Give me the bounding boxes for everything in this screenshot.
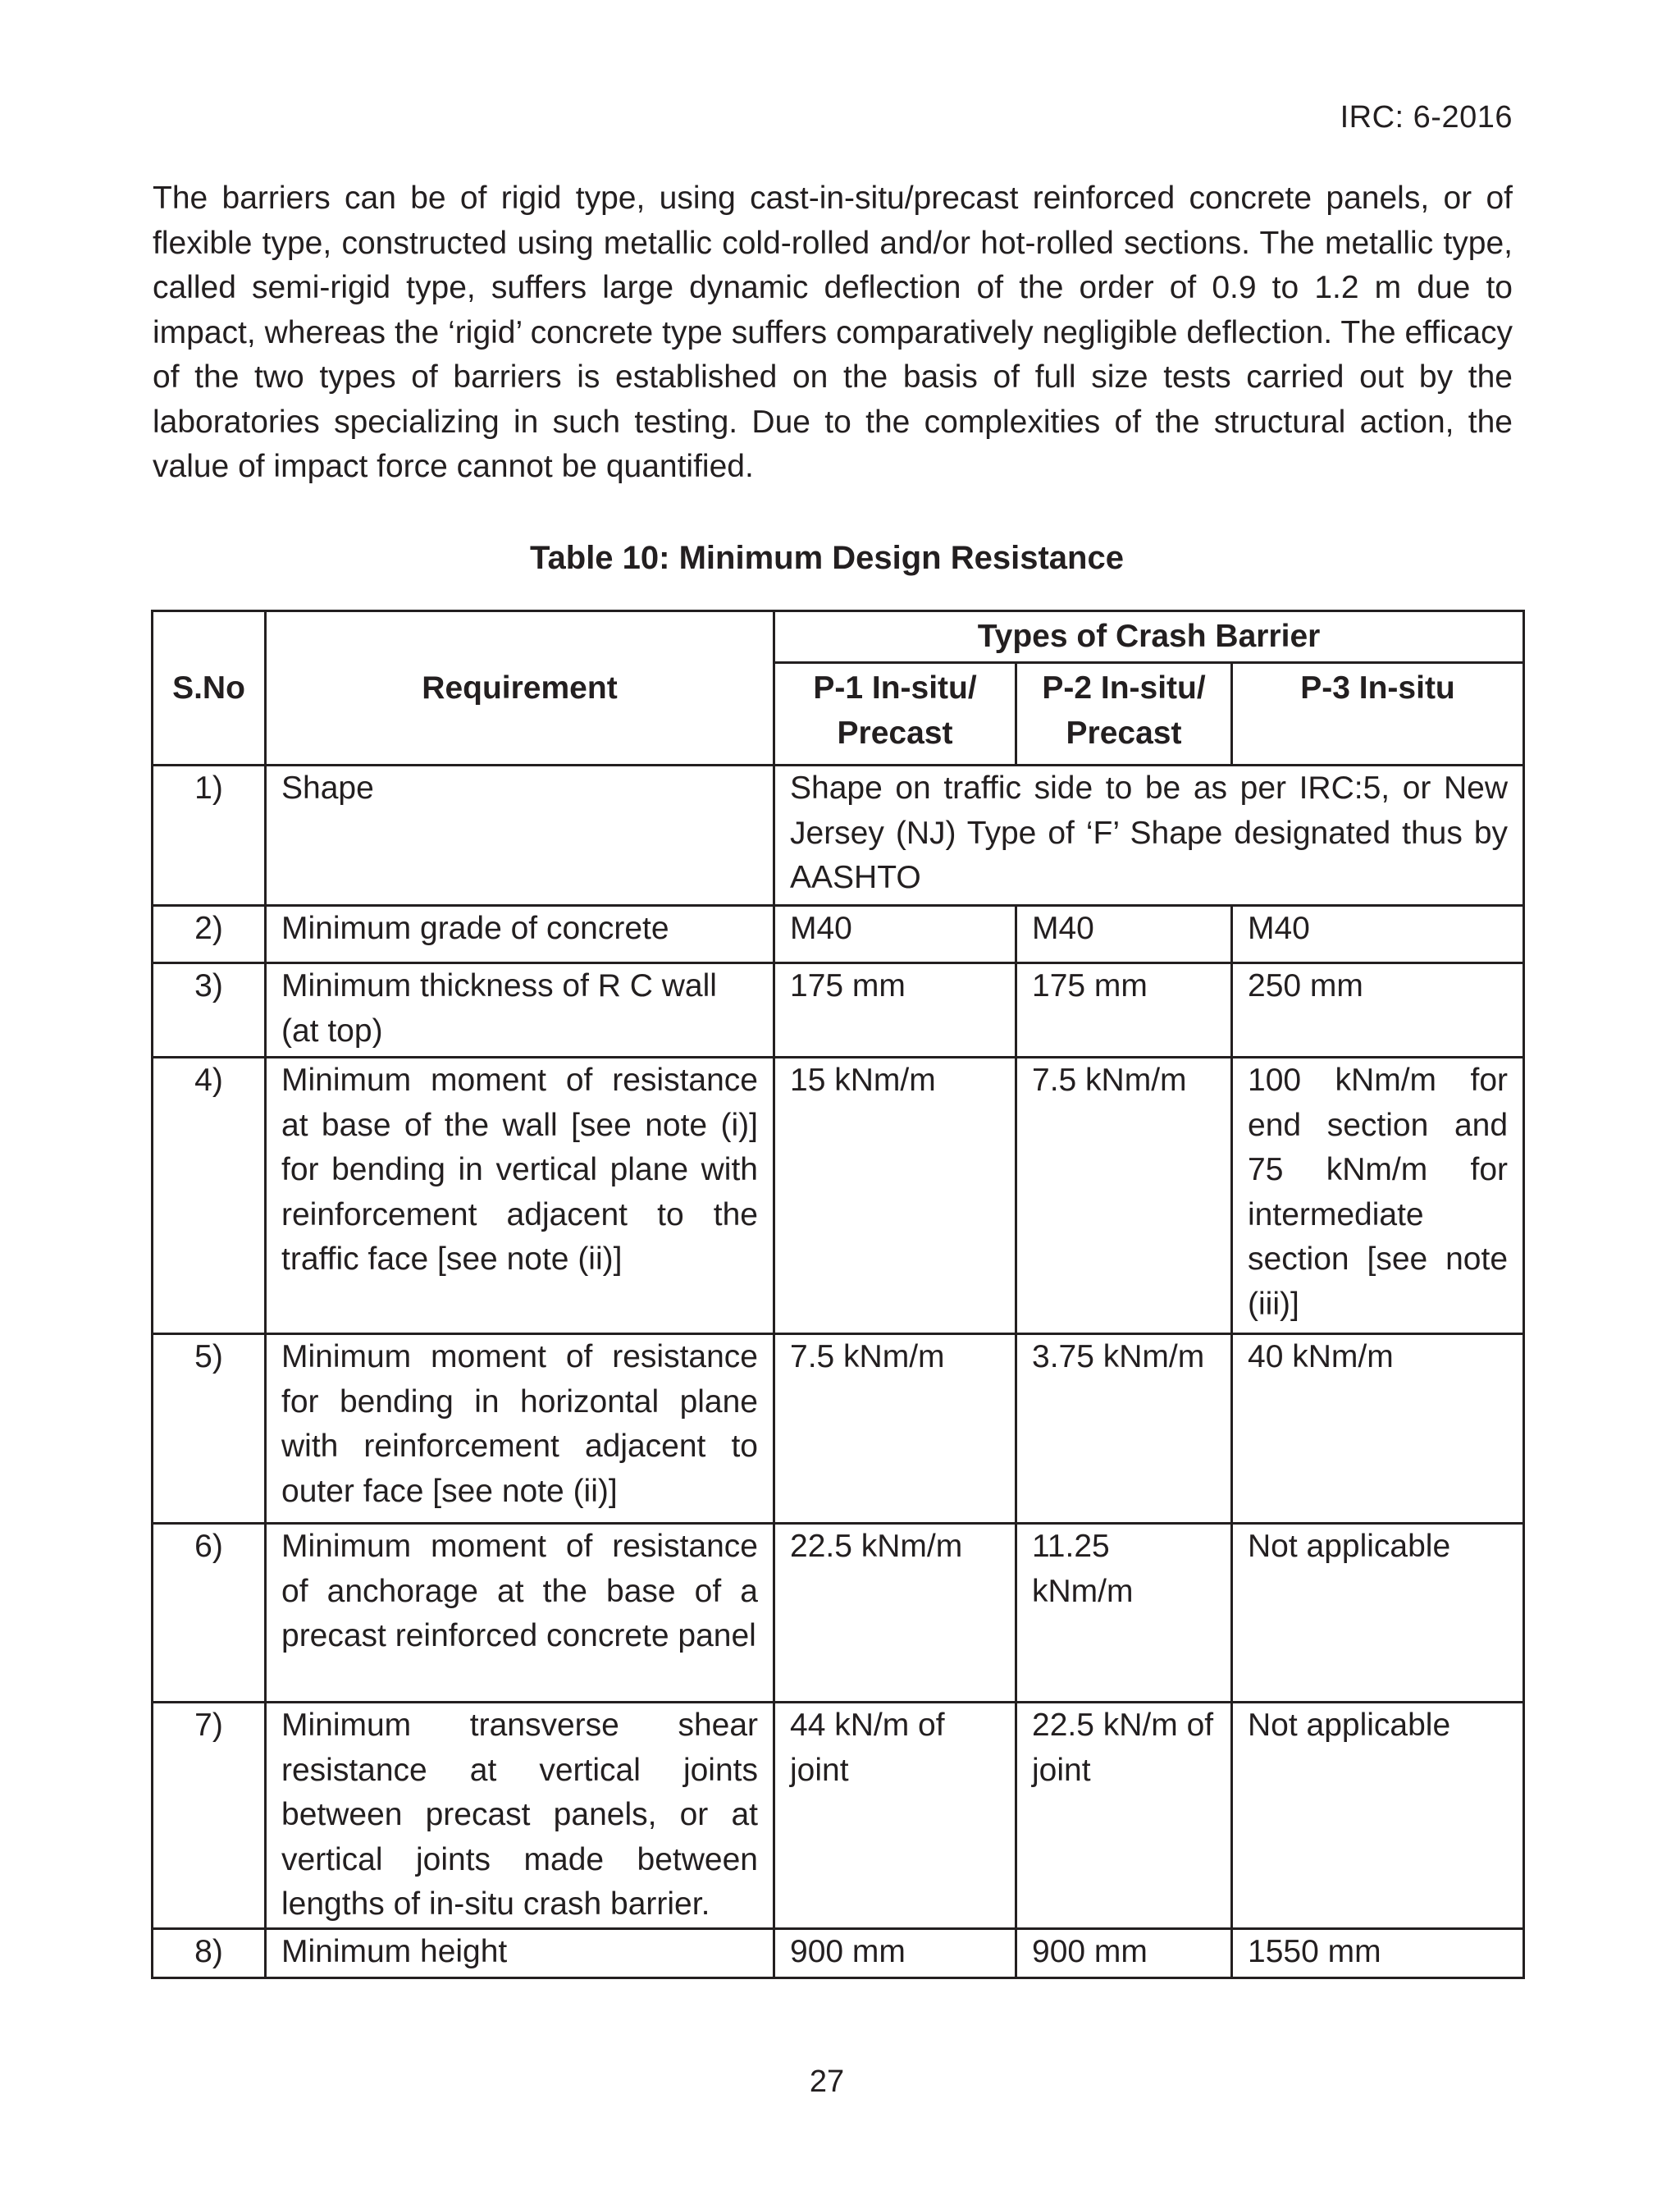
minimum-design-resistance-table <box>151 610 1525 1979</box>
table-row <box>153 1058 1524 1334</box>
row-sno: 7) <box>153 1703 266 1929</box>
row-sno: 8) <box>153 1928 266 1977</box>
row-requirement: Minimum grade of concrete <box>266 906 774 963</box>
row-p3: 1550 mm <box>1232 1928 1524 1977</box>
row-p2: 3.75 kNm/m <box>1016 1334 1232 1524</box>
row-p1: 7.5 kNm/m <box>774 1334 1016 1524</box>
table-row <box>153 963 1524 1058</box>
table-row <box>153 1334 1524 1524</box>
header-requirement: Requirement <box>266 611 774 766</box>
row-p1: 900 mm <box>774 1928 1016 1977</box>
row-sno: 2) <box>153 906 266 963</box>
table-header-row <box>153 611 1524 663</box>
table-row <box>153 906 1524 963</box>
table-row <box>153 1928 1524 1977</box>
row-sno: 3) <box>153 963 266 1058</box>
row-sno: 5) <box>153 1334 266 1524</box>
row-requirement: Minimum moment of resistance for bending in horizontal plane with reinforcement adjacent to outer face [see note (ii)] <box>266 1334 774 1524</box>
table-row <box>153 766 1524 906</box>
row-p2: 900 mm <box>1016 1928 1232 1977</box>
row-shape-merged: Shape on traffic side to be as per IRC:5, or New Jersey (NJ) Type of ‘F’ Shape designated thus by AASHTO <box>774 766 1524 906</box>
row-p2: 11.25 kNm/m <box>1016 1524 1232 1703</box>
table-row <box>153 1703 1524 1929</box>
row-p2: 22.5 kN/m of joint <box>1016 1703 1232 1929</box>
row-p1: 22.5 kNm/m <box>774 1524 1016 1703</box>
row-requirement: Minimum transverse shear resistance at vertical joints between precast panels, or at vertical joints made between lengths of in-situ crash barrier. <box>266 1703 774 1929</box>
row-p3: 40 kNm/m <box>1232 1334 1524 1524</box>
header-types-of-crash-barrier: Types of Crash Barrier <box>774 611 1524 663</box>
row-p2: M40 <box>1016 906 1232 963</box>
row-requirement: Minimum thickness of R C wall (at top) <box>266 963 774 1058</box>
row-sno: 4) <box>153 1058 266 1334</box>
row-p1: 15 kNm/m <box>774 1058 1016 1334</box>
intro-paragraph: The barriers can be of rigid type, using cast-in-situ/precast reinforced concrete panels, or of flexible type, constructed using metallic cold-rolled and/or hot-rolled sections. The metallic type, called semi-rigid type, suffers large dynamic deflection of the order of 0.9 to 1.2 m due to impact, whereas the ‘rigid’ concrete type suffers comparatively negligible deflection. The efficacy of the two types of barriers is established on the basis of full size tests carried out by the laboratories specializing in such testing. Due to the complexities of the structural action, the value of impact force cannot be quantified. <box>153 181 1513 484</box>
row-p3: Not applicable <box>1232 1524 1524 1703</box>
header-p2: P-2 In-situ/ Precast <box>1016 663 1232 766</box>
row-p2: 7.5 kNm/m <box>1016 1058 1232 1334</box>
header-p1: P-1 In-situ/ Precast <box>774 663 1016 766</box>
table-row <box>153 1524 1524 1703</box>
row-p1: M40 <box>774 906 1016 963</box>
row-requirement: Minimum moment of resistance at base of the wall [see note (i)] for bending in vertical plane with reinforcement adjacent to the traffic face [see note (ii)] <box>266 1058 774 1334</box>
row-p3: 100 kNm/m for end section and 75 kNm/m for intermediate section [see note (iii)] <box>1232 1058 1524 1334</box>
row-p3: Not applicable <box>1232 1703 1524 1929</box>
header-p3: P-3 In-situ <box>1232 663 1524 766</box>
row-requirement: Minimum moment of resistance of anchorage at the base of a precast reinforced concrete panel <box>266 1524 774 1703</box>
row-p1: 175 mm <box>774 963 1016 1058</box>
page-number: 27 <box>809 2064 845 2099</box>
row-requirement: Minimum height <box>266 1928 774 1977</box>
row-p2: 175 mm <box>1016 963 1232 1058</box>
row-sno: 6) <box>153 1524 266 1703</box>
row-p3: M40 <box>1232 906 1524 963</box>
row-p3: 250 mm <box>1232 963 1524 1058</box>
document-code-header: IRC: 6-2016 <box>1340 100 1513 135</box>
header-sno: S.No <box>153 611 266 766</box>
row-sno: 1) <box>153 766 266 906</box>
row-p1: 44 kN/m of joint <box>774 1703 1016 1929</box>
table-caption: Table 10: Minimum Design Resistance <box>530 540 1124 576</box>
row-requirement: Shape <box>266 766 774 906</box>
